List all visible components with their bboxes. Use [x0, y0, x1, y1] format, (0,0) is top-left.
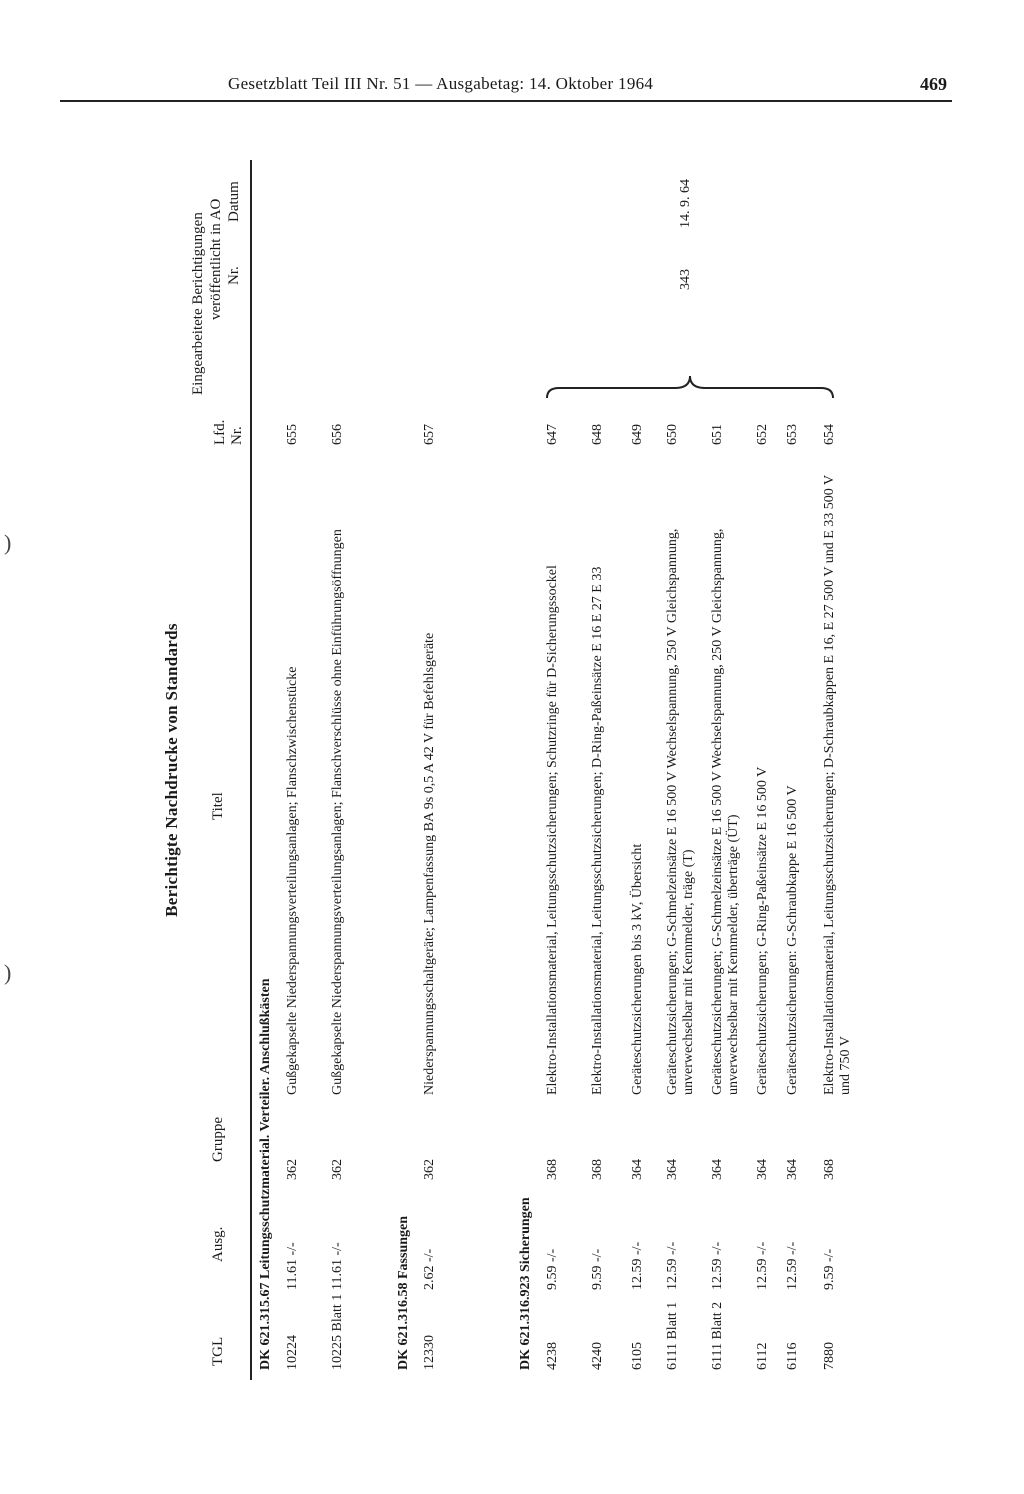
lfd-nr-cell: 648: [590, 424, 605, 445]
table-title: Berichtigte Nachdrucke von Standards: [162, 623, 181, 917]
tgl-cell: 7880: [822, 1342, 837, 1370]
gruppe-cell: 364: [630, 1159, 645, 1180]
header-rule: [60, 100, 952, 102]
tgl-cell: 4238: [545, 1342, 560, 1370]
tgl-cell: 10225 Blatt 1: [330, 1293, 345, 1370]
column-header-ausg: Ausg.: [210, 1226, 226, 1262]
column-header-nr: Nr.: [226, 266, 242, 285]
lfd-nr-cell: 649: [630, 424, 645, 445]
ausg-cell: 11.61 -/-: [330, 1242, 345, 1290]
ausg-cell: 12.59 -/-: [665, 1241, 680, 1290]
lfd-nr-cell: 653: [785, 424, 800, 445]
titel-cell: Gußgekapselte Niederspannungsverteilungsanlagen; Flanschzwischenstücke: [285, 666, 300, 1095]
gruppe-cell: 368: [590, 1159, 605, 1180]
page-number: 469: [920, 74, 947, 94]
rotated-table: [160, 160, 853, 1380]
gruppe-cell: 364: [755, 1159, 770, 1180]
column-header-datum: Datum: [226, 181, 242, 222]
gruppe-cell: 368: [822, 1159, 837, 1180]
berichtigung-brace: [545, 340, 835, 400]
tgl-cell: 6116: [785, 1342, 800, 1370]
ausg-cell: 12.59 -/-: [710, 1241, 725, 1290]
gruppe-cell: 362: [422, 1159, 437, 1180]
ausg-cell: 9.59 -/-: [545, 1248, 560, 1290]
column-header-tgl: TGL: [210, 1336, 226, 1366]
running-header: Gesetzblatt Teil III Nr. 51 — Ausgabetag: 14. Oktober 1964: [228, 74, 654, 93]
titel-cell: Geräteschutzsicherungen bis 3 kV, Übersicht: [630, 843, 645, 1095]
ausg-cell: 9.59 -/-: [822, 1248, 837, 1290]
gruppe-cell: 362: [330, 1159, 345, 1180]
tgl-cell: 6111 Blatt 1: [665, 1301, 680, 1370]
lfd-nr-cell: 656: [330, 424, 345, 445]
ausg-cell: 9.59 -/-: [590, 1248, 605, 1290]
gruppe-cell: 364: [710, 1159, 725, 1180]
titel-cell: Elektro-Installationsmaterial, Leitungsschutzsicherungen; D-Schraubkappen E 16, E 27 500 V und E 33 500 V und 750 V: [822, 475, 853, 1095]
titel-cell: Geräteschutzsicherungen: G-Schraubkappe E 16 500 V: [785, 785, 800, 1095]
tgl-cell: 12330: [422, 1335, 437, 1370]
tgl-cell: 6111 Blatt 2: [710, 1301, 725, 1370]
lfd-label: Lfd.: [212, 419, 228, 445]
ausg-cell: 12.59 -/-: [630, 1241, 645, 1290]
column-header-lfd-nr: [212, 420, 246, 445]
lfd-nr-cell: 655: [285, 424, 300, 445]
lfd-nr-cell: 652: [755, 424, 770, 445]
titel-cell: Gußgekapselte Niederspannungsverteilungsanlagen; Flanschverschlüsse ohne Einführungsöffnungen: [330, 529, 345, 1095]
berichtigung-datum: 14. 9. 64: [678, 179, 693, 228]
gruppe-cell: 368: [545, 1159, 560, 1180]
tgl-cell: 4240: [590, 1342, 605, 1370]
section-heading: DK 621.315.67 Leitungsschutzmaterial. Verteiler. Anschlußkästen: [258, 978, 273, 1370]
lfd-nr-cell: 650: [665, 424, 680, 445]
lfd-nr-cell: 651: [710, 424, 725, 445]
titel-cell: Elektro-Installationsmaterial, Leitungsschutzsicherungen; D-Ring-Paßeinsätze E 16 E 27 E 33: [590, 566, 605, 1095]
column-header-veroeffentlicht: veröffentlicht in AO: [208, 198, 224, 320]
gruppe-cell: 364: [665, 1159, 680, 1180]
titel-cell: Niederspannungsschaltgeräte; Lampenfassung BA 9s 0,5 A 42 V für Befehlsgeräte: [422, 632, 437, 1095]
section-heading: DK 621.316.923 Sicherungen: [518, 1197, 533, 1370]
margin-mark: ): [4, 530, 12, 555]
gruppe-cell: 362: [285, 1159, 300, 1180]
ausg-cell: 11.61 -/-: [285, 1242, 300, 1290]
titel-cell: Geräteschutzsicherungen; G-Schmelzeinsätze E 16 500 V Wechselspannung, 250 V Gleichspannung, unverwechselbar mit Kennmelder, träge (T): [665, 528, 696, 1095]
ausg-cell: 2.62 -/-: [422, 1248, 437, 1290]
titel-cell: Geräteschutzsicherungen; G-Ring-Paßeinsätze E 16 500 V: [755, 766, 770, 1095]
nr-label: Nr.: [229, 426, 245, 445]
tgl-cell: 10224: [285, 1335, 300, 1370]
tgl-cell: 6105: [630, 1342, 645, 1370]
ausg-cell: 12.59 -/-: [755, 1241, 770, 1290]
column-header-gruppe: Gruppe: [210, 1117, 226, 1162]
margin-mark: ): [4, 960, 12, 985]
section-heading: DK 621.316.58 Fassungen: [396, 1215, 411, 1370]
header-underline: [250, 160, 252, 1380]
lfd-nr-cell: 654: [822, 424, 837, 445]
berichtigung-nr: 343: [678, 269, 693, 290]
tgl-cell: 6112: [755, 1342, 770, 1370]
lfd-nr-cell: 657: [422, 424, 437, 445]
titel-cell: Elektro-Installationsmaterial, Leitungsschutzsicherungen; Schutzringe für D-Sicherungssockel: [545, 565, 560, 1095]
gruppe-cell: 364: [785, 1159, 800, 1180]
lfd-nr-cell: 647: [545, 424, 560, 445]
ausg-cell: 12.59 -/-: [785, 1241, 800, 1290]
column-header-titel: Titel: [210, 792, 226, 820]
titel-cell: Geräteschutzsicherungen; G-Schmelzeinsätze E 16 500 V Wechselspannung, 250 V Gleichspannung, unverwechselbar mit Kennmelder, überträge (ÜT): [710, 528, 741, 1095]
column-header-eingearbeitete: Eingearbeitete Berichtigungen: [190, 212, 206, 395]
